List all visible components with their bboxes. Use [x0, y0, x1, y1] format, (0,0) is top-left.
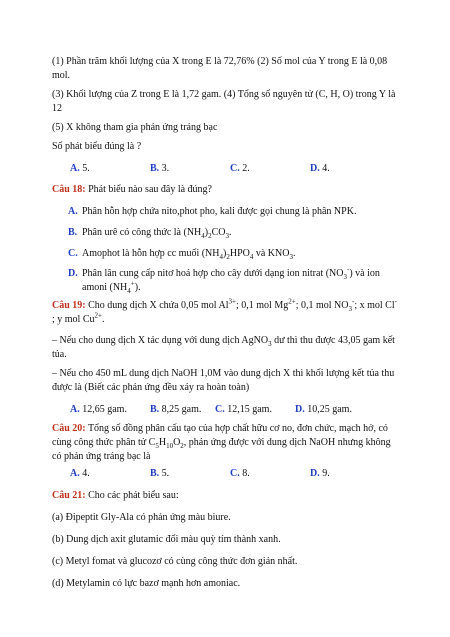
q17-option-c[interactable]: C. 2.: [230, 163, 250, 174]
q17-option-a[interactable]: A. 5.: [70, 163, 90, 174]
q18-stem: Câu 18: Phát biểu nào sau đây là đúng?: [52, 184, 212, 195]
q20-option-d[interactable]: D. 9.: [310, 468, 330, 479]
q21-number: Câu 21:: [52, 490, 86, 501]
statement-1-2: (1) Phần trăm khối lượng của X trong E là 72,76% (2) Số mol của Y trong E là 0,08 mol.: [52, 56, 388, 81]
q21-statement-a: (a) Đipeptit Gly-Ala có phản ứng màu biure.: [52, 512, 231, 523]
q19-option-a[interactable]: A. 12,65 gam.: [70, 404, 127, 415]
q19-number: Câu 19:: [52, 300, 86, 311]
q19-case-1: – Nếu cho dung dịch X tác dụng với dung dịch AgNO$_3$ dư thì thu được 43,05 gam kết tủa.: [52, 335, 395, 360]
q18-option-a[interactable]: A. Phân hỗn hợp chứa nito,phot pho, kali được gọi chung là phân NPK.: [68, 206, 357, 217]
q17-option-b[interactable]: B. 3.: [150, 163, 170, 174]
question-prompt: Số phát biểu đúng là ?: [52, 141, 142, 152]
q18-option-c[interactable]: C. Amophot là hỗn hợp cc muối $(NH_4)_2HPO_4$ và $KNO_3$.: [68, 248, 296, 261]
q18-option-b[interactable]: B. Phân urê có công thức là $(NH_4)_2CO_3$.: [68, 227, 232, 240]
q19-stem: Câu 19: Cho dung dịch X chứa 0,05 mol $Al^{3+}$; 0,1 mol $Mg^{2+}$; 0,1 mol $NO_3^-$; x mol Cl- ; y mol $Cu^{2+}$.: [52, 297, 397, 325]
statement-3-4: (3) Khối lượng của Z trong E là 1,72 gam. (4) Tổng số nguyên tử (C, H, O) trong Y là 12: [52, 89, 396, 114]
statement-5: (5) X không tham gia phản ứng tráng bạc: [52, 122, 218, 133]
q19-options: [52, 403, 397, 417]
q21-statement-d: (d) Metylamin có lực bazơ mạnh hơn amoniac.: [52, 578, 241, 589]
q21-statement-c: (c) Metyl fomat và glucozơ có cùng công thức đơn giản nhất.: [52, 556, 298, 567]
q17-options: [52, 162, 397, 176]
q20-option-c[interactable]: C. 8.: [230, 468, 250, 479]
q19-option-b[interactable]: B. 8,25 gam.: [150, 404, 202, 415]
q20-number: Câu 20:: [52, 423, 86, 434]
q20-options: [52, 467, 397, 481]
q21-stem: Câu 21: Cho các phát biểu sau:: [52, 490, 179, 501]
q17-option-d[interactable]: D. 4.: [310, 163, 330, 174]
q20-option-b[interactable]: B. 5.: [150, 468, 170, 479]
q19-option-d[interactable]: D. 10,25 gam.: [295, 404, 352, 415]
q18-number: Câu 18:: [52, 184, 86, 195]
q20-option-a[interactable]: A. 4.: [70, 468, 90, 479]
q20-stem: Câu 20: Tổng số đồng phân cấu tạo của hợp chất hữu cơ no, đơn chức, mạch hở, có cùng công thức phân tử $C_5H_{10}O_2$, phản ứng được với dung dịch NaOH nhưng không có phản ứng tráng bạc là: [52, 423, 391, 462]
q21-statement-b: (b) Dung dịch axit glutamic đổi màu quỳ tím thành xanh.: [52, 534, 281, 545]
q18-option-d[interactable]: D. Phân lân cung cấp nitơ hoá hợp cho cây dưới dạng ion nitrat $(NO_3^-)$ và ion amoni $(NH_4^+)$.: [68, 265, 380, 295]
q19-option-c[interactable]: C. 12,15 gam.: [215, 404, 272, 415]
q19-case-2: – Nếu cho 450 mL dung dịch NaOH 1,0M vào dung dịch X thì khối lượng kết tủa thu được là (Biết các phản ứng đều xảy ra hoàn toàn): [52, 368, 395, 393]
